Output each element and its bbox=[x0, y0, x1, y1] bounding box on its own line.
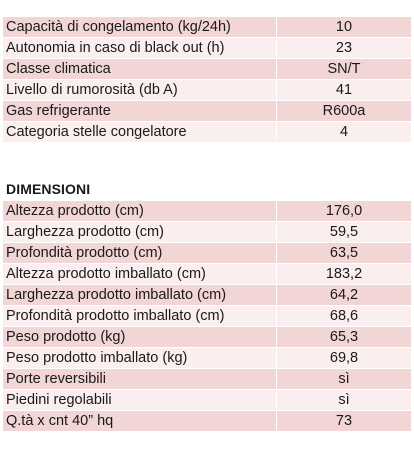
spec-row bbox=[3, 80, 411, 101]
spec-row bbox=[3, 285, 411, 306]
spec-row bbox=[3, 122, 411, 143]
spec-row bbox=[3, 369, 411, 390]
spec-label: Gas refrigerante bbox=[3, 101, 277, 122]
spec-label: Livello di rumorosità (db A) bbox=[3, 80, 277, 101]
spec-label: Peso prodotto (kg) bbox=[3, 327, 277, 348]
spec-row bbox=[3, 348, 411, 369]
spec-value: sì bbox=[277, 369, 412, 390]
spec-value: 10 bbox=[277, 17, 412, 38]
spec-value: 183,2 bbox=[277, 264, 412, 285]
spec-row bbox=[3, 201, 411, 222]
spec-label: Autonomia in caso di black out (h) bbox=[3, 38, 277, 59]
spec-value: R600a bbox=[277, 101, 412, 122]
spec-row bbox=[3, 101, 411, 122]
spec-label: Categoria stelle congelatore bbox=[3, 122, 277, 143]
spec-value: 68,6 bbox=[277, 306, 412, 327]
spec-label: Profondità prodotto imballato (cm) bbox=[3, 306, 277, 327]
spec-row bbox=[3, 243, 411, 264]
spec-value: sì bbox=[277, 390, 412, 411]
spec-value: 176,0 bbox=[277, 201, 412, 222]
spec-label: Classe climatica bbox=[3, 59, 277, 80]
spec-row bbox=[3, 264, 411, 285]
spec-value: 69,8 bbox=[277, 348, 412, 369]
spec-row bbox=[3, 390, 411, 411]
spec-value: 59,5 bbox=[277, 222, 412, 243]
spec-label: Q.tà x cnt 40” hq bbox=[3, 411, 277, 432]
spec-label: Capacità di congelamento (kg/24h) bbox=[3, 17, 277, 38]
spec-label: Porte reversibili bbox=[3, 369, 277, 390]
spec-row bbox=[3, 17, 411, 38]
spec-value: 4 bbox=[277, 122, 412, 143]
spec-row bbox=[3, 306, 411, 327]
spec-value: 73 bbox=[277, 411, 412, 432]
spec-value: 64,2 bbox=[277, 285, 412, 306]
spec-row bbox=[3, 411, 411, 432]
spec-value: 41 bbox=[277, 80, 412, 101]
spec-label: Altezza prodotto (cm) bbox=[3, 201, 277, 222]
spec-label: Larghezza prodotto imballato (cm) bbox=[3, 285, 277, 306]
dimensions-section-title: DIMENSIONI bbox=[6, 181, 91, 197]
dimensions-table bbox=[3, 201, 411, 432]
spec-row bbox=[3, 59, 411, 80]
spec-label: Profondità prodotto (cm) bbox=[3, 243, 277, 264]
spec-label: Peso prodotto imballato (kg) bbox=[3, 348, 277, 369]
spec-value: 65,3 bbox=[277, 327, 412, 348]
spec-row bbox=[3, 222, 411, 243]
spec-value: SN/T bbox=[277, 59, 412, 80]
spec-label: Larghezza prodotto (cm) bbox=[3, 222, 277, 243]
spec-row bbox=[3, 327, 411, 348]
spec-label: Altezza prodotto imballato (cm) bbox=[3, 264, 277, 285]
spec-value: 23 bbox=[277, 38, 412, 59]
spec-label: Piedini regolabili bbox=[3, 390, 277, 411]
spec-row bbox=[3, 38, 411, 59]
general-specs-table bbox=[3, 17, 411, 143]
spec-value: 63,5 bbox=[277, 243, 412, 264]
